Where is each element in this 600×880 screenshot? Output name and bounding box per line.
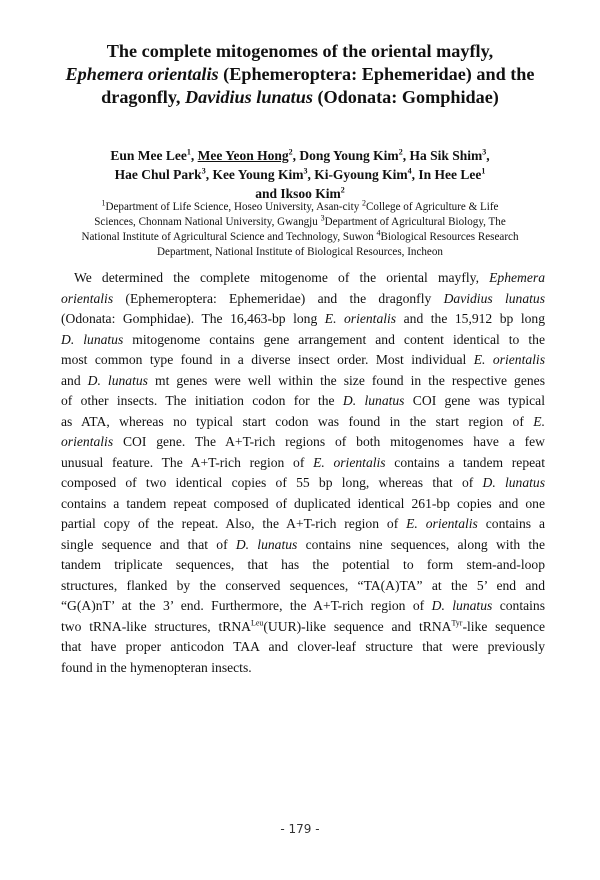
title-taxon-1: (Ephemeroptera: Ephemeridae) and the — [223, 64, 535, 84]
abstract-line: tandem triplicate sequences, that has the potential to form stem-and-loop — [61, 557, 545, 572]
abstract-line: D. lunatus mitogenome contains gene arrangement and content identical to the — [61, 331, 545, 347]
abstract-line: that have proper anticodon TAA and clover-leaf structure that were previously — [61, 639, 545, 654]
abstract-line: contains a tandem repeat composed of duplicated identical 261-bp copies and one — [61, 495, 545, 511]
abstract-line: orientalis (Ephemeroptera: Ephemeridae) and the dragonfly Davidius lunatus — [61, 290, 545, 306]
abstract-line: unusual feature. The A+T-rich region of E. orientalis contains a tandem repeat — [61, 454, 545, 470]
affiliation-line: National Institute of Agricultural Science and Technology, Suwon $^4$Biological Resources Research — [81, 228, 519, 243]
title-species-1: Ephemera orientalis — [65, 64, 219, 84]
title-taxon-2: (Odonata: Gomphidae) — [317, 87, 499, 107]
author: In Hee Lee$^1$ — [418, 166, 486, 182]
author: Hae Chul Park$^3$ — [114, 166, 206, 182]
affiliation-line: Department, National Institute of Biological Resources, Incheon — [157, 246, 443, 258]
abstract-line: of other insects. The initiation codon for the D. lunatus COI gene was typical — [61, 393, 545, 408]
abstract-line: structures, flanked by the conserved sequences, “TA(A)TA” at the 5’ end and — [61, 577, 545, 593]
author-list — [40, 146, 560, 203]
author: Ha Sik Shim$^3$ — [409, 147, 487, 163]
abstract-line: single sequence and that of D. lunatus contains nine sequences, along with the — [61, 536, 545, 552]
author: Eun Mee Lee$^1$ — [110, 147, 191, 163]
author-line-3: and Iksoo Kim$^2$ — [255, 185, 345, 201]
abstract-line: and D. lunatus mt genes were well within the size found in the respective genes — [61, 372, 545, 388]
abstract-line: most common type found in a diverse insect order. Most individual E. orientalis — [61, 352, 545, 367]
title-species-2: Davidius lunatus — [185, 87, 313, 107]
author: Kee Young Kim$^3$ — [212, 166, 308, 182]
abstract-body — [61, 268, 545, 678]
title-dragonfly: dragonfly, — [101, 87, 181, 107]
abstract-line: two tRNA-like structures, tRNA$^{Leu}$(UUR)-like sequence and tRNA$^{Tyr}$-like sequence — [61, 617, 545, 634]
title-line-3 — [40, 86, 560, 109]
abstract-line: found in the hymenopteran insects. — [61, 659, 252, 675]
page-number: - 179 - — [280, 822, 320, 836]
author-line-1: Eun Mee Lee$^1$, Mee Yeon Hong$^2$, Dong Young Kim$^2$, Ha Sik Shim$^3$, — [110, 147, 490, 163]
title-line-1: The complete mitogenomes of the oriental mayfly, — [106, 41, 494, 61]
abstract-line: (Odonata: Gomphidae). The 16,463-bp long E. orientalis and the 15,912 bp long — [61, 311, 545, 326]
abstract-line: We determined the complete mitogenome of the oriental mayfly, Ephemera — [74, 270, 545, 285]
author: Iksoo Kim$^2$ — [280, 185, 345, 201]
title-line-2 — [40, 63, 560, 86]
paper-title — [40, 40, 560, 109]
abstract-line: as ATA, whereas no typical start codon was found in the start region of E. — [61, 413, 545, 429]
author: Dong Young Kim$^2$ — [299, 147, 403, 163]
affiliation-line: Sciences, Chonnam National University, Gwangju $^3$Department of Agricultural Biology, The — [94, 213, 506, 228]
abstract-line: orientalis COI gene. The A+T-rich regions of both mitogenomes have a few — [61, 434, 545, 449]
author-line-2: Hae Chul Park$^3$, Kee Young Kim$^3$, Ki-Gyoung Kim$^4$, In Hee Lee$^1$ — [114, 166, 486, 182]
affiliation-line: $^1$Department of Life Science, Hoseo University, Asan-city $^2$College of Agriculture & Life — [101, 198, 499, 213]
abstract-line: partial copy of the repeat. Also, the A+T-rich region of E. orientalis contains a — [61, 516, 545, 531]
abstract-line: composed of two identical copies of 55 bp long, whereas that of D. lunatus — [61, 475, 545, 490]
affiliations — [50, 200, 550, 260]
abstract-line: “G(A)nT’ at the 3’ end. Furthermore, the A+T-rich region of D. lunatus contains — [61, 598, 545, 613]
author: Mee Yeon Hong$^2$ — [197, 147, 293, 163]
author: Ki-Gyoung Kim$^4$ — [314, 166, 412, 182]
